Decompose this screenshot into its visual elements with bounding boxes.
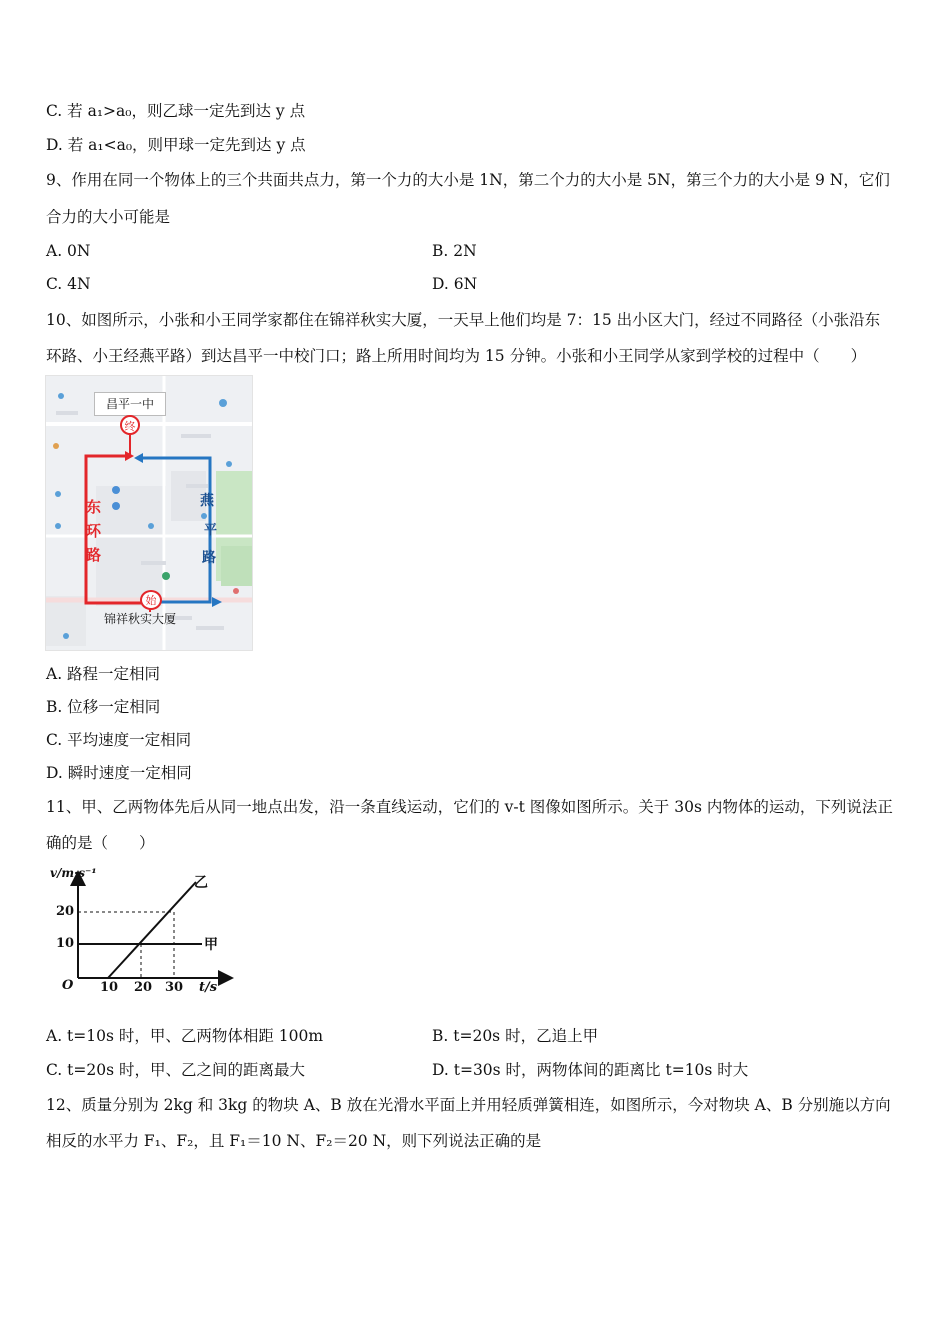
q12-stem-line2: 相反的水平力 F₁、F₂，且 F₁＝10 N、F₂＝20 N，则下列说法正确的是 [46, 1132, 542, 1150]
vt-ytick-10: 10 [56, 936, 75, 951]
q8-option-c: C. 若 a₁>a₀，则乙球一定先到达 y 点 [46, 102, 306, 120]
q10-option-d: D. 瞬时速度一定相同 [46, 764, 192, 782]
q9-option-c: C. 4N [46, 275, 91, 293]
q9-option-d: D. 6N [432, 275, 478, 293]
vt-xtick-30: 30 [165, 980, 184, 995]
vt-series-yi: 乙 [194, 875, 208, 891]
q9-stem-line1: 9、作用在同一个物体上的三个共面共点力，第一个力的大小是 1N，第二个力的大小是 5N，第三个力的大小是 9 N，它们 [46, 171, 890, 189]
yan-road-char-3: 路 [202, 550, 216, 566]
q10-stem-line2: 环路、小王经燕平路）到达昌平一中校门口；路上所用时间均为 15 分钟。小张和小王同学从家到学校的过程中（ ） [46, 347, 867, 365]
east-road-char-2: 环 [86, 522, 102, 540]
q9-option-b: B. 2N [432, 242, 477, 260]
q9-stem-line2: 合力的大小可能是 [46, 208, 171, 226]
vt-origin: O [62, 978, 74, 993]
q11-option-c: C. t=20s 时，甲、乙之间的距离最大 [46, 1061, 305, 1079]
route-map [45, 375, 253, 651]
q10-option-b: B. 位移一定相同 [46, 698, 161, 716]
home-label: 锦祥秋实大厦 [104, 612, 177, 626]
q10-option-c: C. 平均速度一定相同 [46, 731, 192, 749]
vt-ytick-20: 20 [56, 904, 75, 919]
start-marker: 始 [140, 590, 162, 610]
end-marker: 终 [120, 415, 140, 435]
vt-xtick-10: 10 [100, 980, 119, 995]
vt-series-jia: 甲 [204, 937, 218, 953]
q11-option-a: A. t=10s 时，甲、乙两物体相距 100m [46, 1027, 324, 1045]
q12-stem-line1: 12、质量分别为 2kg 和 3kg 的物块 A、B 放在光滑水平面上并用轻质弹簧相连，如图所示，今对物块 A、B 分别施以方向 [46, 1096, 891, 1114]
vt-xlabel: t/s [199, 980, 218, 995]
q9-option-a: A. 0N [46, 242, 91, 260]
yan-road-char-2: 平 [204, 523, 218, 538]
q11-stem-line1: 11、甲、乙两物体先后从同一地点出发，沿一条直线运动，它们的 v-t 图像如图所示。关于 30s 内物体的运动，下列说法正 [46, 798, 893, 816]
vt-graph [44, 868, 234, 1000]
yan-road-char-1: 燕 [200, 493, 214, 509]
east-road-char-1: 东 [86, 498, 102, 516]
q8-option-d: D. 若 a₁<a₀，则甲球一定先到达 y 点 [46, 136, 306, 154]
school-label-box [94, 392, 166, 416]
q11-stem-line2: 确的是（ ） [46, 834, 155, 852]
q11-option-d: D. t=30s 时，两物体间的距离比 t=10s 时大 [432, 1061, 749, 1079]
vt-xtick-20: 20 [134, 980, 153, 995]
east-road-char-3: 路 [86, 546, 102, 564]
q10-stem-line1: 10、如图所示，小张和小王同学家都住在锦祥秋实大厦，一天早上他们均是 7：15 出小区大门，经过不同路径（小张沿东 [46, 311, 881, 329]
school-label: 昌平一中 [105, 397, 154, 411]
vt-ylabel: v/m·s⁻¹ [50, 866, 97, 880]
q10-option-a: A. 路程一定相同 [46, 665, 161, 683]
q11-option-b: B. t=20s 时，乙追上甲 [432, 1027, 599, 1045]
